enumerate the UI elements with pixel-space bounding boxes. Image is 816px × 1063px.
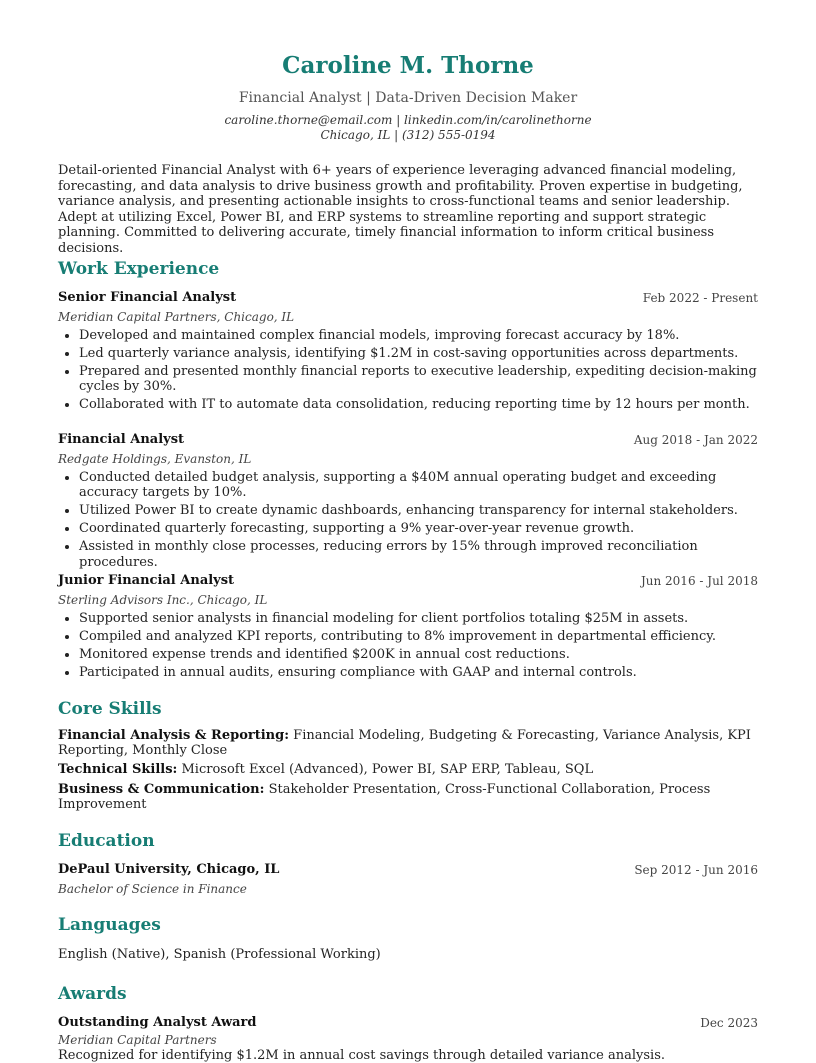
skill-row bbox=[58, 728, 758, 759]
education-dates: Sep 2012 - Jun 2016 bbox=[634, 863, 758, 877]
skill-text: Microsoft Excel (Advanced), Power BI, SAP ERP, Tableau, SQL bbox=[181, 762, 594, 777]
job-title: Senior Financial Analyst bbox=[58, 290, 237, 305]
job-title: Financial Analyst bbox=[58, 432, 185, 447]
skill-row bbox=[58, 782, 758, 813]
bullet-item: • Participated in annual audits, ensuring compliance with GAAP and internal controls. bbox=[79, 665, 759, 680]
degree: Bachelor of Science in Finance bbox=[58, 882, 247, 896]
skill-text: Financial Modeling, Budgeting & Forecasting, Variance Analysis, KPI Reporting, Monthly Close bbox=[58, 728, 751, 759]
bullet-item: • Conducted detailed budget analysis, supporting a $40M annual operating budget and exceeding accuracy targets by 10%. bbox=[79, 470, 759, 501]
contact-line-2: Chicago, IL | (312) 555-0194 bbox=[320, 128, 496, 142]
bullet-item: • Developed and maintained complex financial models, improving forecast accuracy by 18%. bbox=[79, 328, 759, 343]
skill-label: Financial Analysis & Reporting: bbox=[58, 728, 290, 743]
job-bullets bbox=[58, 611, 759, 683]
job-dates: Aug 2018 - Jan 2022 bbox=[633, 433, 758, 447]
bullet-item: • Utilized Power BI to create dynamic dashboards, enhancing transparency for internal stakeholders. bbox=[79, 503, 759, 518]
skill-label: Technical Skills: bbox=[58, 762, 178, 777]
job-bullets bbox=[58, 328, 759, 415]
section-title-languages: Languages bbox=[58, 915, 161, 935]
award-description: Recognized for identifying $1.2M in annual cost savings through detailed variance analysis. bbox=[58, 1048, 666, 1063]
tagline: Financial Analyst | Data-Driven Decision Maker bbox=[238, 90, 578, 106]
job-company: Meridian Capital Partners, Chicago, IL bbox=[58, 310, 295, 324]
bullet-item: • Supported senior analysts in financial modeling for client portfolios totaling $25M in assets. bbox=[79, 611, 759, 626]
bullet-item: • Led quarterly variance analysis, identifying $1.2M in cost-saving opportunities across departments. bbox=[79, 346, 759, 361]
job-dates: Feb 2022 - Present bbox=[642, 291, 758, 305]
candidate-name: Caroline M. Thorne bbox=[282, 52, 534, 79]
section-title-education: Education bbox=[58, 831, 155, 851]
languages-text: English (Native), Spanish (Professional Working) bbox=[58, 947, 381, 962]
job-company: Sterling Advisors Inc., Chicago, IL bbox=[58, 593, 268, 607]
bullet-item: • Compiled and analyzed KPI reports, contributing to 8% improvement in departmental efficiency. bbox=[79, 629, 759, 644]
bullet-item: • Collaborated with IT to automate data consolidation, reducing reporting time by 12 hours per month. bbox=[79, 397, 759, 412]
job-bullets bbox=[58, 470, 759, 573]
award-title: Outstanding Analyst Award bbox=[58, 1015, 257, 1030]
job-title: Junior Financial Analyst bbox=[58, 573, 235, 588]
section-title-experience: Work Experience bbox=[58, 259, 220, 279]
award-date: Dec 2023 bbox=[700, 1016, 758, 1030]
section-title-awards: Awards bbox=[58, 984, 127, 1004]
job-dates: Jun 2016 - Jul 2018 bbox=[640, 574, 758, 588]
skill-label: Business & Communication: bbox=[58, 782, 265, 797]
skill-row bbox=[58, 762, 758, 777]
bullet-item: • Assisted in monthly close processes, reducing errors by 15% through improved reconciliation procedures. bbox=[79, 539, 759, 570]
bullet-item: • Prepared and presented monthly financial reports to executive leadership, expediting decision-making cycles by 30%. bbox=[79, 364, 759, 395]
bullet-item: • Coordinated quarterly forecasting, supporting a 9% year-over-year revenue growth. bbox=[79, 521, 759, 536]
contact-line-1: caroline.thorne@email.com | linkedin.com/in/carolinethorne bbox=[224, 113, 592, 127]
award-organization: Meridian Capital Partners bbox=[58, 1033, 217, 1047]
summary-paragraph: Detail-oriented Financial Analyst with 6+ years of experience leveraging advanced financial modeling, forecasting, and data analysis to drive business growth and profitability. Proven expertise in budgeting, variance analysis, and presenting actionable insights to cross-functional teams and senior leadership. Adept at utilizing Excel, Power BI, and ERP systems to streamline reporting and support strategic planning. Committed to delivering accurate, timely financial information to inform critical business decisions. bbox=[58, 163, 743, 256]
job-company: Redgate Holdings, Evanston, IL bbox=[58, 452, 252, 466]
skill-text: Stakeholder Presentation, Cross-Functional Collaboration, Process Improvement bbox=[58, 782, 711, 813]
school-name: DePaul University, Chicago, IL bbox=[58, 862, 280, 877]
bullet-item: • Monitored expense trends and identified $200K in annual cost reductions. bbox=[79, 647, 759, 662]
section-title-skills: Core Skills bbox=[58, 699, 162, 719]
